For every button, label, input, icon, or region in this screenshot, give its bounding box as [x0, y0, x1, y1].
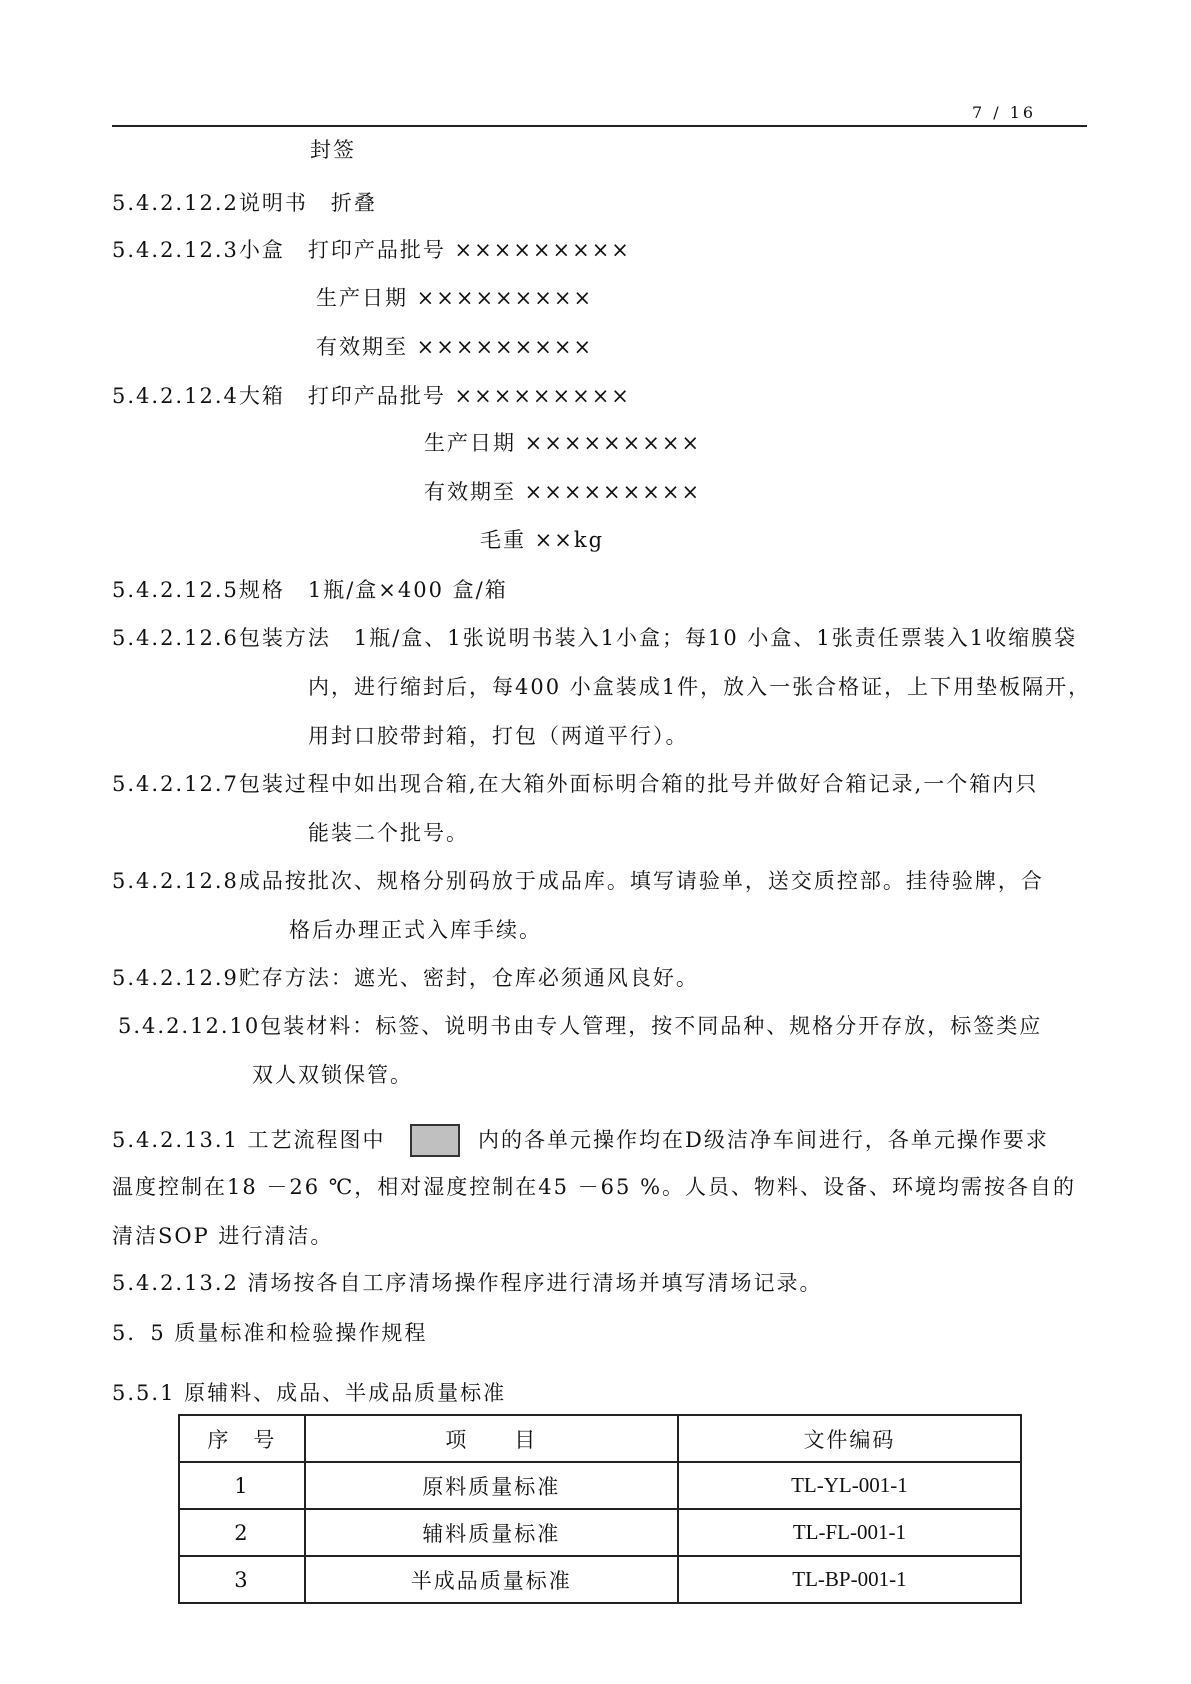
table-cell: 1	[179, 1462, 305, 1509]
text-line: 生产日期 ×××××××××	[316, 286, 594, 310]
text-line: 5.4.2.12.4大箱 打印产品批号 ×××××××××	[112, 384, 631, 408]
text-line: 内，进行缩封后，每400 小盒装成1件，放入一张合格证，上下用垫板隔开，	[308, 675, 1092, 699]
table-cell: TL-BP-001-1	[678, 1556, 1021, 1603]
text-line: 能装二个批号。	[308, 821, 469, 845]
text-line: 5.4.2.12.2说明书 折叠	[112, 191, 377, 215]
table-cell: TL-YL-001-1	[678, 1462, 1021, 1509]
text-line: 5.4.2.12.5规格 1瓶/盒×400 盒/箱	[112, 578, 508, 602]
text-line: 双人双锁保管。	[252, 1063, 413, 1087]
header-cell: 序 号	[179, 1415, 305, 1462]
text-line: 5.4.2.12.10包装材料：标签、说明书由专人管理，按不同品种、规格分开存放，标签类应	[118, 1014, 1043, 1038]
header-rule	[112, 125, 1087, 127]
table-row	[179, 1462, 1021, 1509]
text-line: 5.4.2.13.1 工艺流程图中	[112, 1128, 386, 1152]
text-line: 5.4.2.13.2 清场按各自工序清场操作程序进行清场并填写清场记录。	[112, 1271, 823, 1295]
text-line: 5.4.2.12.8成品按批次、规格分别码放于成品库。填写请验单，送交质控部。挂待验牌，合	[112, 869, 1044, 893]
table-cell: 原料质量标准	[305, 1462, 678, 1509]
gray-area-swatch	[410, 1124, 460, 1157]
table-cell: 辅料质量标准	[305, 1509, 678, 1556]
table-cell: TL-FL-001-1	[678, 1509, 1021, 1556]
subsection-heading: 5.5.1 原辅料、成品、半成品质量标准	[112, 1381, 507, 1405]
text-line: 用封口胶带封箱，打包（两道平行）。	[308, 724, 689, 748]
text-line: 有效期至 ×××××××××	[316, 335, 594, 359]
text-line: 有效期至 ×××××××××	[424, 480, 702, 504]
text-line: 格后办理正式入库手续。	[289, 918, 542, 942]
table-row	[179, 1556, 1021, 1603]
text-line: 5.4.2.12.3小盒 打印产品批号 ×××××××××	[112, 238, 631, 262]
text-line: 内的各单元操作均在D级洁净车间进行，各单元操作要求	[478, 1128, 1049, 1152]
section-heading: 5．5 质量标准和检验操作规程	[112, 1321, 428, 1345]
text-line: 封签	[310, 138, 356, 162]
table-cell: 半成品质量标准	[305, 1556, 678, 1603]
header-cell: 项 目	[305, 1415, 678, 1462]
text-line: 5.4.2.12.7包装过程中如出现合箱,在大箱外面标明合箱的批号并做好合箱记录,一个箱内只	[112, 772, 1039, 796]
table-row	[179, 1509, 1021, 1556]
text-line: 清洁SOP 进行清洁。	[112, 1224, 334, 1248]
table-cell: 3	[179, 1556, 305, 1603]
page-number: 7 / 16	[972, 103, 1037, 122]
text-line: 毛重 ××kg	[480, 528, 605, 552]
text-line: 生产日期 ×××××××××	[424, 431, 702, 455]
text-line: 温度控制在18 －26 ℃，相对湿度控制在45 －65 %。人员、物料、设备、环境均需按各自的	[112, 1175, 1077, 1199]
quality-standard-table	[178, 1414, 1022, 1604]
text-line: 5.4.2.12.6包装方法 1瓶/盒、1张说明书装入1小盒；每10 小盒、1张责任票装入1收缩膜袋	[112, 626, 1078, 650]
text-line: 5.4.2.12.9贮存方法：遮光、密封，仓库必须通风良好。	[112, 966, 699, 990]
header-cell: 文件编码	[678, 1415, 1021, 1462]
table-cell: 2	[179, 1509, 305, 1556]
table-header-row	[179, 1415, 1021, 1462]
